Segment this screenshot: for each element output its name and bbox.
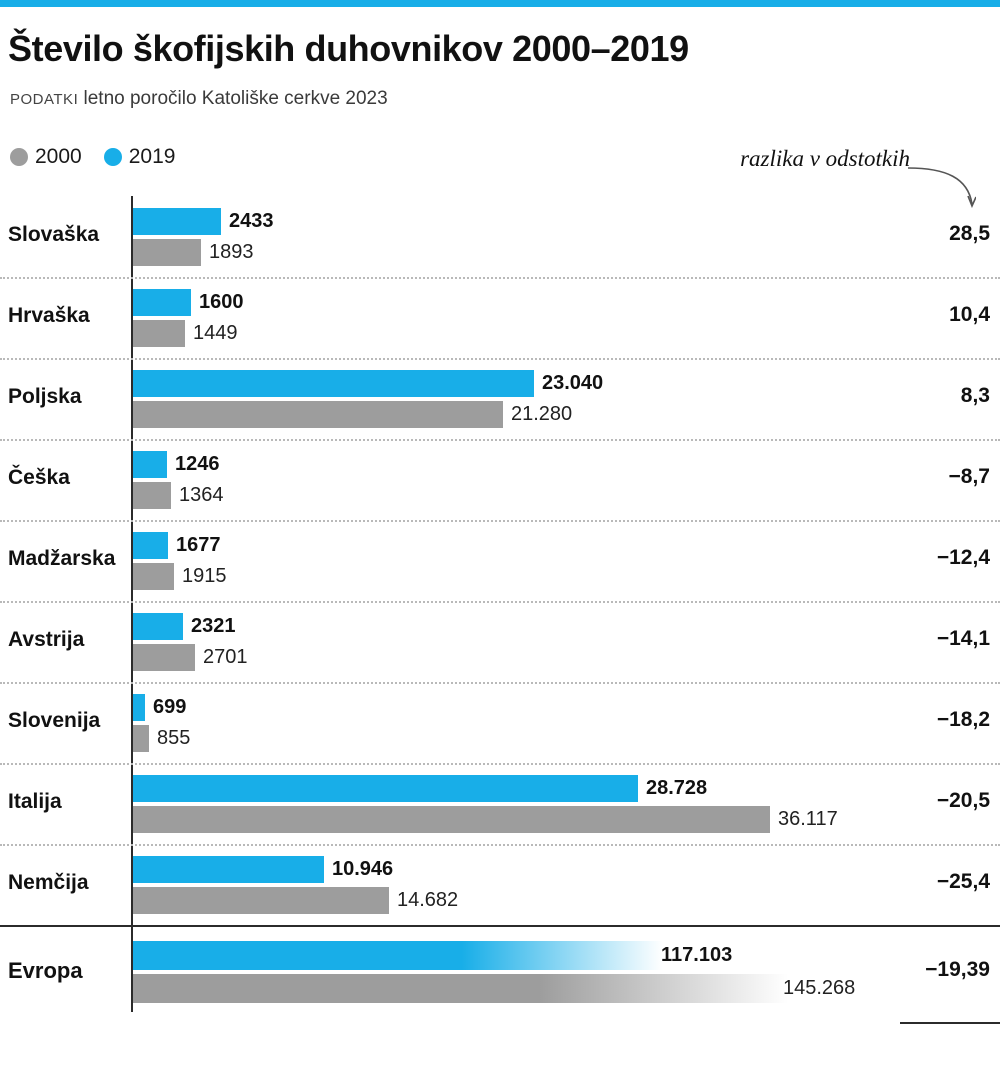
- bar-fill: [133, 320, 185, 347]
- legend-swatch-icon: [10, 148, 28, 166]
- row-divider: [0, 277, 1000, 279]
- bar-fill: [133, 856, 324, 883]
- legend: [10, 145, 175, 169]
- bar-fill: [133, 482, 171, 509]
- bar-fill: [133, 401, 503, 428]
- table-row: [0, 763, 1000, 844]
- bar-value: 1364: [179, 484, 224, 506]
- row-label: Italija: [8, 790, 62, 813]
- legend-item-2000: [10, 145, 82, 169]
- row-divider: [0, 682, 1000, 684]
- row-label: Hrvaška: [8, 304, 90, 327]
- percent-change: −12,4: [936, 546, 990, 569]
- percent-change: −20,5: [936, 789, 990, 812]
- row-label: Nemčija: [8, 871, 89, 894]
- row-label: Slovaška: [8, 223, 100, 246]
- row-divider: [0, 358, 1000, 360]
- page-title: Število škofijskih duhovnikov 2000–2019: [8, 28, 689, 69]
- bar-value: 1915: [182, 565, 227, 587]
- bar-fill: [133, 725, 149, 752]
- bar-fill: [133, 239, 201, 266]
- bar-fill: [133, 941, 663, 970]
- row-label: Madžarska: [8, 547, 116, 570]
- bar-value: 28.728: [646, 777, 708, 799]
- bar-value: 2701: [203, 646, 248, 668]
- bottom-rule: [900, 1022, 1000, 1024]
- bar-value: 21.280: [511, 403, 573, 425]
- bar-value: 1246: [175, 453, 220, 475]
- table-row: [0, 277, 1000, 358]
- percent-change: −14,1: [936, 627, 990, 650]
- bar-value: 117.103: [661, 944, 733, 966]
- bar-value: 145.268: [783, 977, 856, 999]
- bar-value: 855: [157, 727, 191, 749]
- percent-change: −19,39: [925, 958, 990, 981]
- table-row: [0, 439, 1000, 520]
- row-divider: [0, 763, 1000, 765]
- percent-change: −8,7: [948, 465, 990, 488]
- legend-swatch-icon: [104, 148, 122, 166]
- bar-value: 1677: [176, 534, 221, 556]
- bar-fill: [133, 563, 174, 590]
- bar-value: 1893: [209, 241, 254, 263]
- bar-fill: [133, 613, 183, 640]
- bar-value: 36.117: [778, 808, 838, 830]
- percent-change: 8,3: [960, 384, 990, 407]
- row-label: Češka: [8, 466, 70, 489]
- legend-item-2019: [104, 145, 176, 169]
- table-row: [0, 520, 1000, 601]
- table-row-total: [0, 925, 1000, 1017]
- difference-column-note: razlika v odstotkih: [740, 146, 910, 171]
- bar-fill: [133, 208, 221, 235]
- bar-fill: [133, 974, 788, 1003]
- bar-value: 699: [153, 696, 187, 718]
- row-label: Evropa: [8, 958, 83, 983]
- legend-label: 2019: [128, 145, 176, 168]
- table-row: [0, 196, 1000, 277]
- bar-value: 10.946: [332, 858, 394, 880]
- table-row: [0, 358, 1000, 439]
- bar-fill: [133, 806, 770, 833]
- table-row: [0, 682, 1000, 763]
- row-divider: [0, 439, 1000, 441]
- bar-fill: [133, 644, 195, 671]
- bar-fill: [133, 289, 191, 316]
- bar-fill: [133, 694, 145, 721]
- bar-fill: [133, 532, 168, 559]
- chart-area: [0, 196, 1000, 1017]
- bar-value: 2433: [229, 210, 274, 232]
- row-label: Poljska: [8, 385, 82, 408]
- percent-change: 28,5: [949, 222, 990, 245]
- bar-fill: [133, 370, 534, 397]
- source-line: [10, 88, 388, 110]
- row-label: Avstrija: [8, 628, 85, 651]
- bar-value: 1449: [193, 322, 238, 344]
- row-divider: [0, 601, 1000, 603]
- row-divider: [0, 844, 1000, 846]
- bar-fill: [133, 775, 638, 802]
- row-divider: [0, 520, 1000, 522]
- source-kicker: PODATKI: [10, 91, 79, 108]
- bar-value: 2321: [191, 615, 236, 637]
- percent-change: 10,4: [949, 303, 990, 326]
- table-row: [0, 601, 1000, 682]
- row-label: Slovenija: [8, 709, 101, 732]
- bar-fill: [133, 887, 389, 914]
- bar-fill: [133, 451, 167, 478]
- legend-label: 2000: [35, 145, 82, 168]
- source-text: letno poročilo Katoliške cerkve 2023: [83, 88, 388, 109]
- table-row: [0, 844, 1000, 925]
- row-divider: [0, 925, 1000, 927]
- top-accent-bar: [0, 0, 1000, 7]
- bar-value: 1600: [199, 291, 244, 313]
- percent-change: −18,2: [936, 708, 990, 731]
- percent-change: −25,4: [936, 870, 990, 893]
- bar-value: 14.682: [397, 889, 459, 911]
- bar-value: 23.040: [542, 372, 604, 394]
